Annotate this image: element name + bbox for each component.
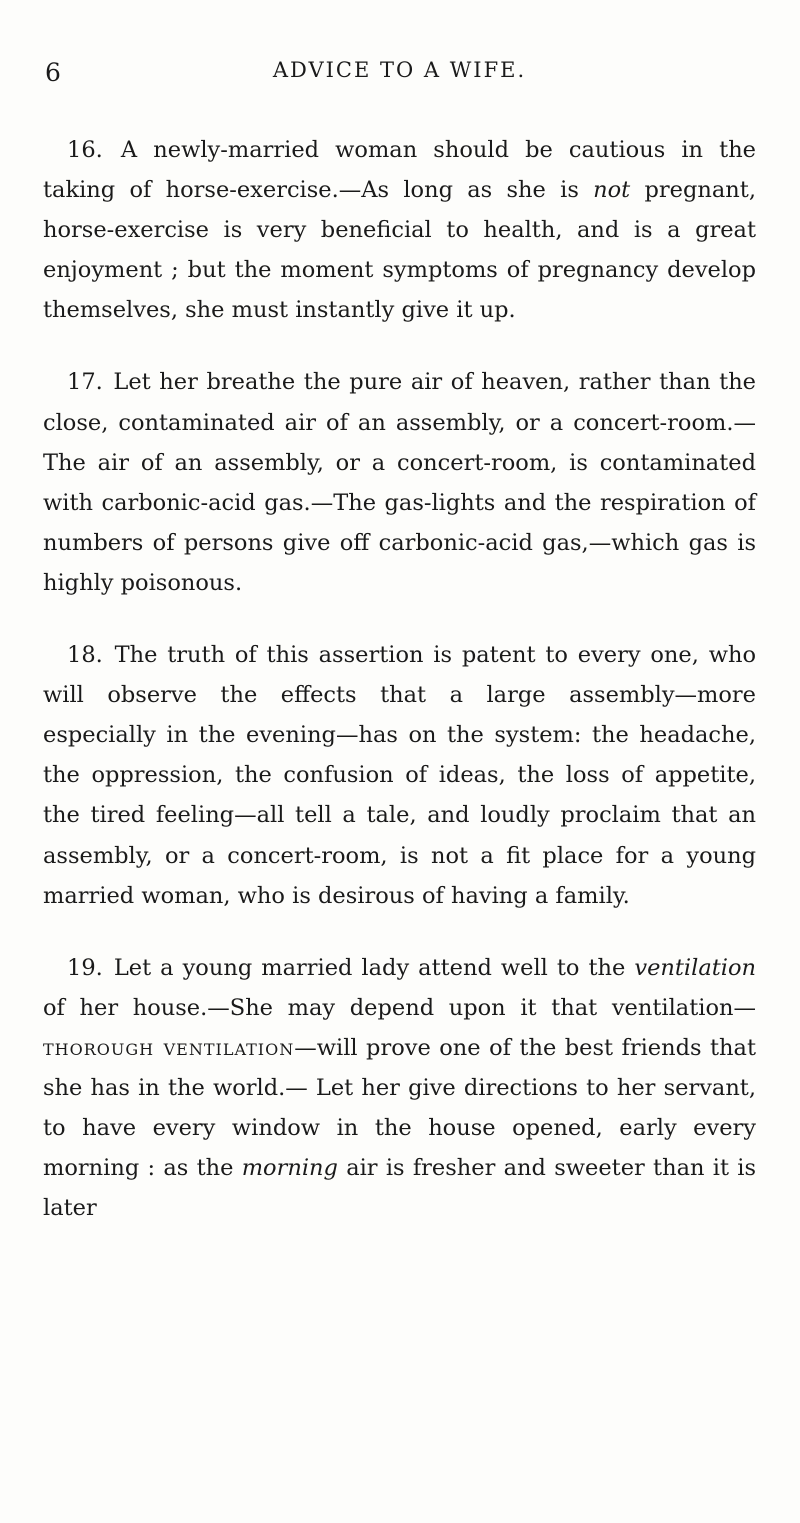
italic-text: not: [593, 177, 631, 204]
paragraph-number: 19.: [67, 954, 103, 981]
paragraph-17: [43, 362, 756, 603]
paragraph-19: [43, 948, 756, 1229]
paragraph-text: —will prove one of the best friends that she has in the world.— Let her give directions to her servant, to have every window in the house opened, early every morning : as the: [43, 1034, 756, 1182]
paragraph-number: 17.: [67, 369, 103, 396]
paragraph-text: Let her breathe the pure air of heaven, rather than the close, contaminated air of an assembly, or a concert-room.—The air of an assembly, or a concert-room, is contaminated with carbonic-acid gas.—The gas-lights and the respiration of numbers of persons give off carbonic-acid gas,—which gas is highly poisonous.: [43, 369, 757, 596]
paragraph-text: pregnant, horse-exercise is very beneficial to health, and is a great enjoyment ; but the moment symptoms of pregnancy develop themselves, she must instantly give it up.: [43, 177, 756, 324]
running-head: [43, 58, 756, 98]
paragraph-text: air is fresher and sweeter than it is later: [43, 1155, 756, 1222]
paragraph-text: The truth of this assertion is patent to every one, who will observe the effects that a large assembly—more especially in the evening—has on the system: the headache, the oppression, the confusion of ideas, the loss of appetite, the tired feeling—all tell a tale, and loudly proclaim that an assembly, or a concert-room, is not a fit place for a young married woman, who is desirous of having a family.: [43, 642, 756, 909]
paragraph-text: A newly-married woman should be cautious in the taking of horse-exercise.—As long as she is: [43, 137, 757, 204]
italic-text: ventilation: [634, 954, 757, 981]
paragraph-16: [43, 130, 756, 330]
small-caps-text: thorough ventilation: [43, 1034, 295, 1061]
italic-text: morning: [241, 1155, 338, 1182]
paragraph-text: of her house.—She may depend upon it that ventilation—: [43, 994, 756, 1021]
paragraph-18: [43, 635, 756, 916]
paragraph-text: Let a young married lady attend well to the: [113, 954, 635, 981]
running-title: ADVICE TO A WIFE.: [272, 58, 527, 82]
paragraph-number: 18.: [67, 642, 103, 669]
paragraph-number: 16.: [67, 137, 103, 163]
page-number: 6: [45, 58, 61, 87]
